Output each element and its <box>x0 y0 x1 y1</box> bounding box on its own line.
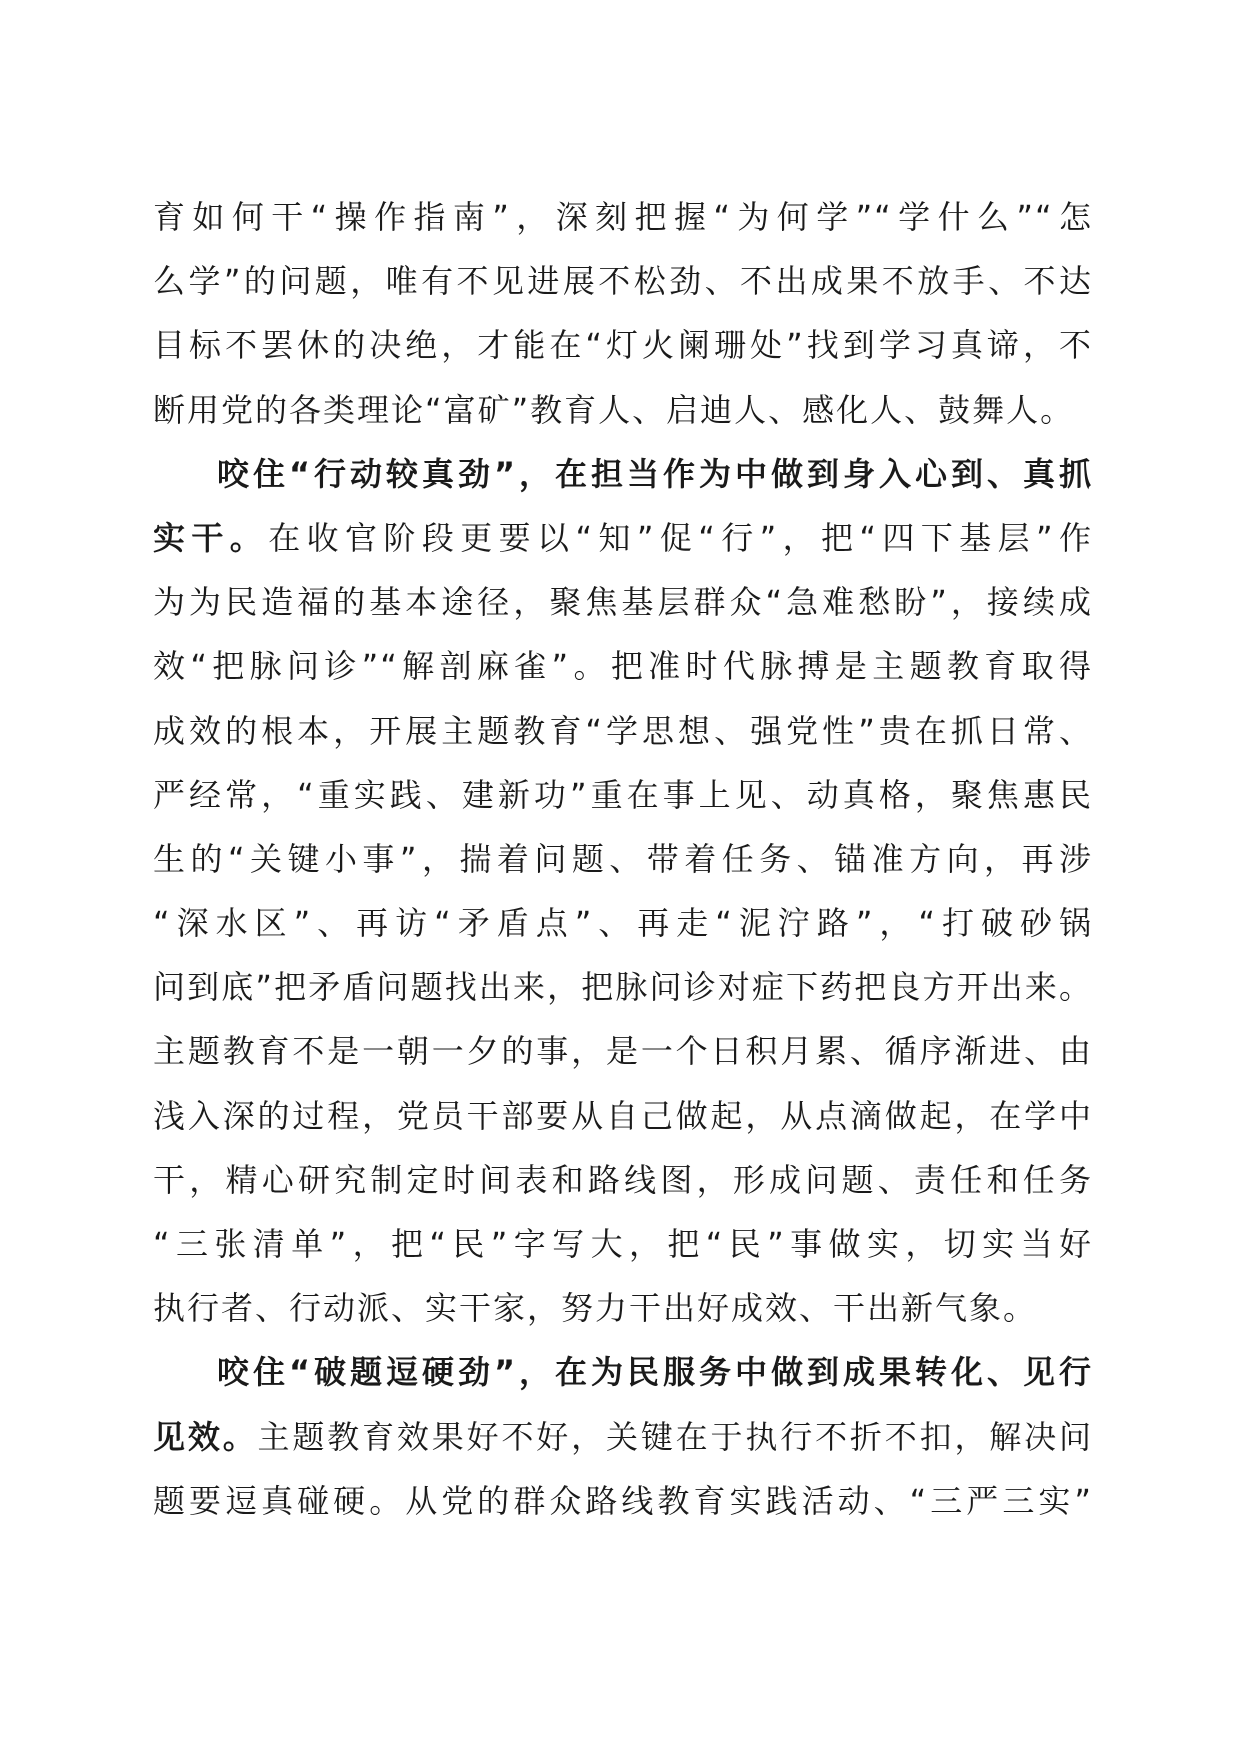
text-run: 执行者、行动派、实干家，努力干出好成效、干出新气象。 <box>153 1289 1038 1328</box>
text-run: 主题教育效果好不好，关键在于执行不折不扣，解决问 <box>257 1417 1093 1456</box>
text-line <box>153 1148 1093 1212</box>
text-run: “三张清单”，把“民”字写大，把“民”事做实，切实当好 <box>153 1225 1093 1263</box>
text-line <box>153 1084 1093 1148</box>
text-line <box>153 1212 1093 1276</box>
paragraph-2 <box>153 442 1093 1341</box>
paragraph-3 <box>153 1340 1093 1533</box>
text-line <box>153 442 1093 506</box>
text-line <box>153 506 1093 570</box>
text-line <box>153 634 1093 698</box>
text-line <box>153 955 1093 1019</box>
bold-heading-run: 见效。 <box>153 1417 258 1456</box>
body-text <box>153 185 1093 1533</box>
text-run: 么学”的问题，唯有不见进展不松劲、不出成果不放手、不达 <box>153 262 1093 301</box>
text-line <box>153 1340 1093 1404</box>
bold-heading-run: 咬住“行动较真劲”，在担当作为中做到身入心到、真抓 <box>217 454 1093 493</box>
text-line <box>153 378 1093 442</box>
text-line <box>153 313 1093 377</box>
text-line <box>153 1019 1093 1083</box>
text-line <box>153 570 1093 634</box>
text-line <box>153 1276 1093 1340</box>
text-line <box>153 827 1093 891</box>
text-run: 问到底”把矛盾问题找出来，把脉问诊对症下药把良方开出来。 <box>153 968 1093 1007</box>
text-run: 育如何干“操作指南”，深刻把握“为何学”“学什么”“怎 <box>153 198 1093 236</box>
text-line <box>153 763 1093 827</box>
paragraph-1 <box>153 185 1093 442</box>
text-run: 效“把脉问诊”“解剖麻雀”。把准时代脉搏是主题教育取得 <box>153 647 1093 686</box>
text-line <box>153 699 1093 763</box>
text-run: 干，精心研究制定时间表和路线图，形成问题、责任和任务 <box>153 1160 1093 1199</box>
text-run: 成效的根本，开展主题教育“学思想、强党性”贵在抓日常、 <box>153 711 1093 750</box>
text-line <box>153 1469 1093 1533</box>
text-run: 断用党的各类理论“富矿”教育人、启迪人、感化人、鼓舞人。 <box>153 390 1075 429</box>
text-line <box>153 1405 1093 1469</box>
text-run: 题要逗真碰硬。从党的群众路线教育实践活动、“三严三实” <box>153 1481 1093 1520</box>
text-line <box>153 891 1093 955</box>
text-run: 为为民造福的基本途径，聚焦基层群众“急难愁盼”，接续成 <box>153 583 1093 622</box>
text-line <box>153 185 1093 249</box>
text-run: 目标不罢休的决绝，才能在“灯火阑珊处”找到学习真谛，不 <box>153 326 1093 365</box>
text-run: 主题教育不是一朝一夕的事，是一个日积月累、循序渐进、由 <box>153 1032 1093 1071</box>
text-run: 生的“关键小事”，揣着问题、带着任务、锚准方向，再涉 <box>153 839 1093 878</box>
text-run: 在收官阶段更要以“知”促“行”，把“四下基层”作 <box>268 518 1093 557</box>
text-line <box>153 249 1093 313</box>
bold-heading-run: 实干。 <box>153 518 269 557</box>
text-run: 浅入深的过程，党员干部要从自己做起，从点滴做起，在学中 <box>153 1096 1093 1135</box>
bold-heading-run: 咬住“破题逗硬劲”，在为民服务中做到成果转化、见行 <box>217 1353 1093 1392</box>
text-run: “深水区”、再访“矛盾点”、再走“泥泞路”，“打破砂锅 <box>153 904 1093 943</box>
text-run: 严经常，“重实践、建新功”重在事上见、动真格，聚焦惠民 <box>153 775 1093 814</box>
